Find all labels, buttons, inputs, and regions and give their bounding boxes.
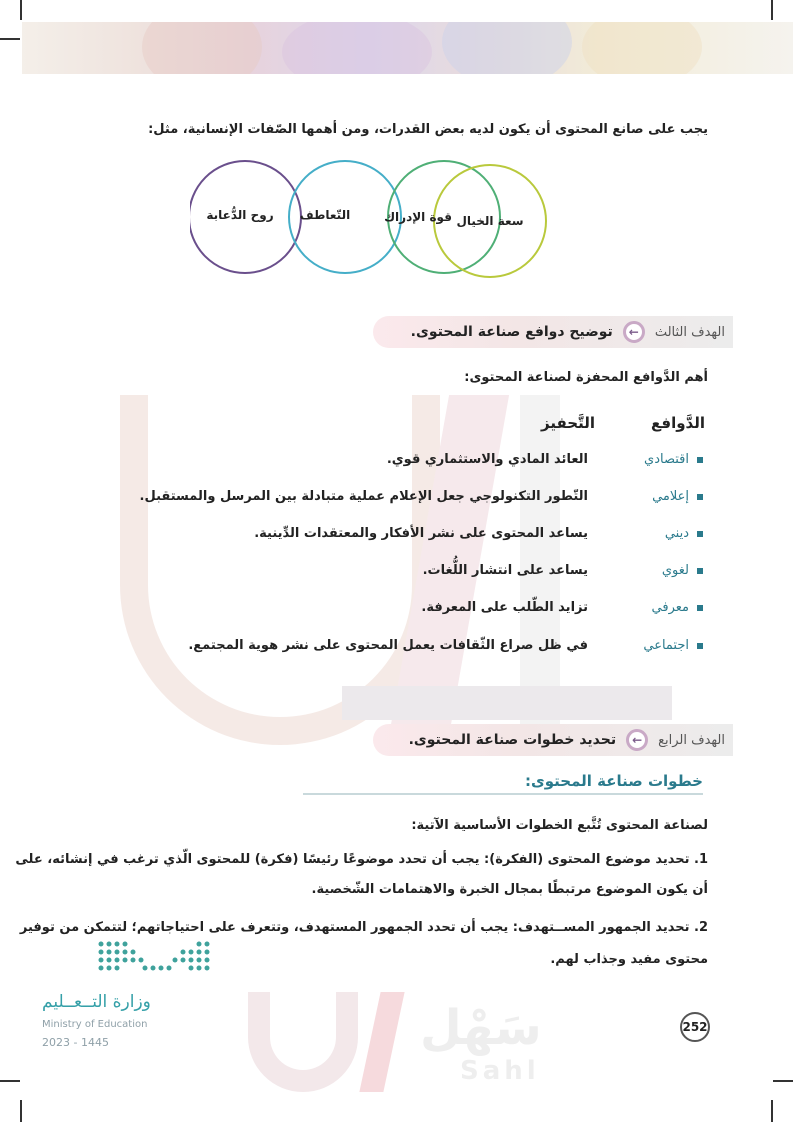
step-number: 2. xyxy=(694,920,708,935)
arrow-left-icon: ← xyxy=(623,321,645,343)
step-two-line-one xyxy=(20,920,708,935)
motive-label: لغوي xyxy=(661,563,689,578)
sahl-watermark-logo xyxy=(248,992,568,1102)
step-text: تحديد الجمهور المســتهدف: يجب أن تحدد الجمهور المستهدف، وتتعرف على احتياجاتهم؛ لتتمكن من توفير xyxy=(19,920,690,935)
bullet-square-icon xyxy=(697,605,703,611)
row-motive xyxy=(665,526,703,541)
step-text: تحديد موضوع المحتوى (الفكرة): يجب أن تحدد موضوعًا رئيسًا (فكرة) للمحتوى الّذي ترغب في إنشائه، على xyxy=(15,852,690,867)
qualities-diagram xyxy=(190,155,550,290)
goal-four-label: الهدف الرابع xyxy=(658,732,725,748)
ministry-year: 2023 - 1445 xyxy=(42,1036,109,1049)
motive-label: اجتماعي xyxy=(643,638,689,653)
crop-mark-bottom-right-v xyxy=(771,1100,773,1122)
label-humor: روح الدُّعابة xyxy=(206,208,274,222)
row-description: في ظل صراع الثّقافات يعمل المحتوى على نشر هوية المجتمع. xyxy=(188,638,588,653)
sahl-slash-shape xyxy=(359,992,404,1092)
sahl-english: Sahl xyxy=(460,1056,540,1086)
goal-three-label: الهدف الثالث xyxy=(654,324,725,340)
row-motive xyxy=(643,638,703,653)
row-motive xyxy=(652,600,703,615)
header-incentive: التَّحفيز xyxy=(541,414,595,432)
row-motive xyxy=(652,489,703,504)
label-imagination: سعة الخيال xyxy=(456,214,524,228)
table-row xyxy=(83,452,703,474)
page-number: 252 xyxy=(680,1012,710,1042)
row-description: يساعد على انتشار اللُّغات. xyxy=(422,563,588,578)
banner-swirl xyxy=(582,22,702,74)
banner-swirl xyxy=(142,22,262,74)
row-motive xyxy=(644,452,703,467)
row-motive xyxy=(662,563,703,578)
sahl-u-shape xyxy=(248,992,358,1092)
goal-three-bar xyxy=(373,316,733,348)
label-perception: قوة الإدراك xyxy=(384,210,452,224)
steps-intro: لصناعة المحتوى تُتَّبع الخطوات الأساسية الآتية: xyxy=(411,818,708,833)
crop-mark-bottom-left-v xyxy=(20,1100,22,1122)
motives-intro: أهم الدَّوافع المحفزة لصناعة المحتوى: xyxy=(464,370,708,385)
blank-box xyxy=(342,686,672,720)
bullet-square-icon xyxy=(697,457,703,463)
bullet-square-icon xyxy=(697,494,703,500)
motive-label: اقتصادي xyxy=(644,452,689,467)
motive-label: ديني xyxy=(664,526,689,541)
table-row xyxy=(83,526,703,548)
row-description: العائد المادي والاستثماري قوي. xyxy=(386,452,588,467)
row-description: التّطور التكنولوجي جعل الإعلام عملية متبادلة بين المرسل والمستقبل. xyxy=(139,489,588,504)
crop-mark-top-right-v xyxy=(771,0,773,20)
intro-text: يجب على صانع المحتوى أن يكون لديه بعض القدرات، ومن أهمها الصّفات الإنسانية، مثل: xyxy=(148,122,708,137)
goal-four-title: تحديد خطوات صناعة المحتوى. xyxy=(408,732,617,748)
step-two-line-two: محتوى مفيد وجذاب لهم. xyxy=(550,952,708,967)
bullet-square-icon xyxy=(697,531,703,537)
motive-label: معرفي xyxy=(651,600,689,615)
table-row xyxy=(83,600,703,622)
bullet-square-icon xyxy=(697,568,703,574)
header-motive: الدَّوافع xyxy=(651,414,705,432)
banner-swirl xyxy=(282,22,432,74)
table-row xyxy=(83,638,703,660)
goal-three-title: توضيح دوافع صناعة المحتوى. xyxy=(410,324,613,340)
row-description: تزايد الطّلب على المعرفة. xyxy=(421,600,588,615)
ministry-name-english: Ministry of Education xyxy=(42,1019,148,1030)
steps-heading: خطوات صناعة المحتوى: xyxy=(303,772,703,795)
step-one-line-two: أن يكون الموضوع مرتبطًا بمجال الخبرة والاهتمامات الشّخصية. xyxy=(311,882,708,897)
table-row xyxy=(83,489,703,511)
bullet-square-icon xyxy=(697,643,703,649)
label-empathy: التّعاطف xyxy=(299,208,351,222)
motive-label: إعلامي xyxy=(652,489,689,504)
header-banner xyxy=(22,22,793,74)
goal-four-bar xyxy=(373,724,733,756)
step-number: 1. xyxy=(694,852,708,867)
ministry-name-arabic: وزارة التــعــليم xyxy=(42,992,151,1012)
sahl-arabic: سَهْل xyxy=(420,1000,542,1056)
watermark-stroke xyxy=(520,395,560,725)
crop-mark-bottom-right-h xyxy=(773,1080,793,1082)
step-one-line-one xyxy=(15,852,708,867)
crop-mark-bottom-left-h xyxy=(0,1080,20,1082)
crop-mark-top-left-v xyxy=(20,0,22,20)
crop-mark-top-left-h xyxy=(0,38,20,40)
ministry-logo-dots xyxy=(95,938,210,976)
table-row xyxy=(83,563,703,585)
banner-swirl xyxy=(442,22,572,74)
arrow-left-icon: ← xyxy=(626,729,648,751)
row-description: يساعد المحتوى على نشر الأفكار والمعتقدات الدِّينية. xyxy=(254,526,588,541)
